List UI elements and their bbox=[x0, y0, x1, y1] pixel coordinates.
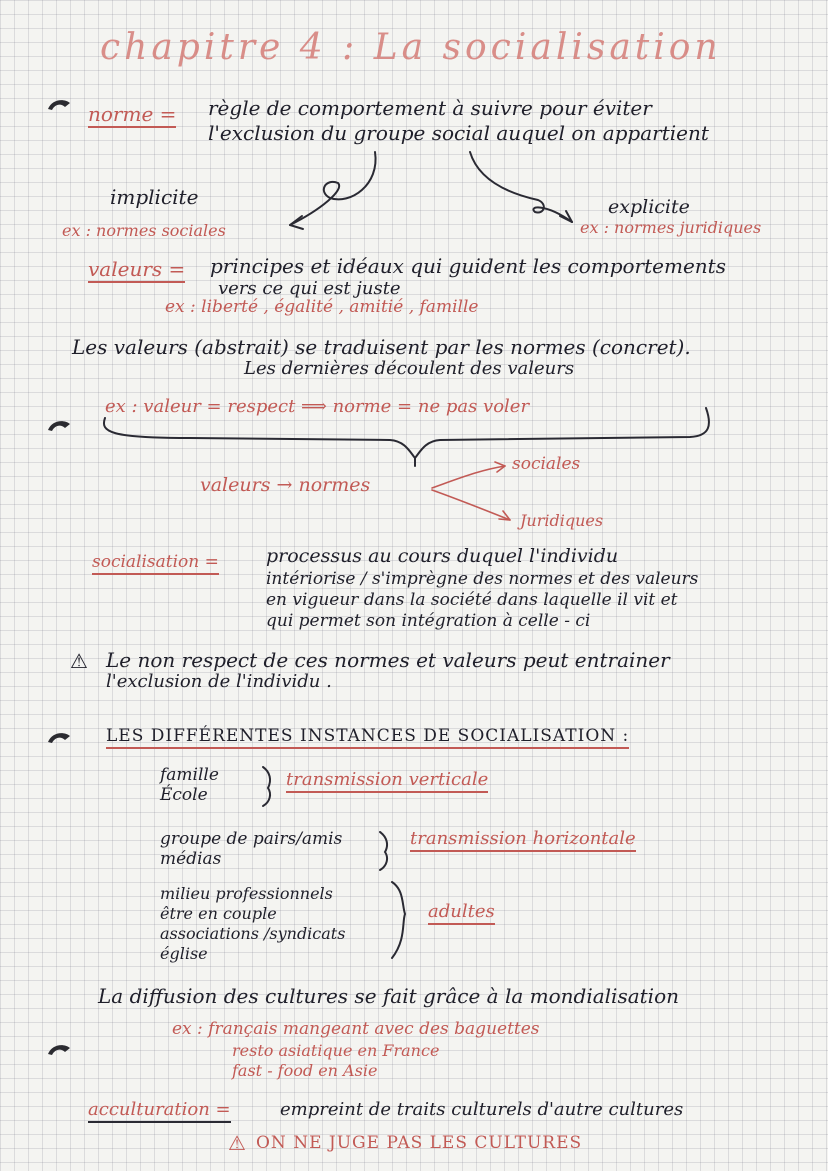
valeurs-normes-line-1: Les valeurs (abstrait) se traduisent par les normes (concret). bbox=[72, 335, 691, 359]
warning-icon: ⚠ bbox=[228, 1131, 246, 1155]
flow-branch-juridiques: Juridiques bbox=[520, 511, 604, 530]
valeurs-definition-line-1: principes et idéaux qui guident les comportements bbox=[210, 254, 726, 278]
instance-milieu-professionnels: milieu professionnels bbox=[160, 884, 333, 903]
norme-term: norme = bbox=[88, 102, 177, 126]
explicite-label: explicite bbox=[608, 196, 690, 218]
valeurs-definition-line-2: vers ce qui est juste bbox=[218, 278, 401, 299]
socialisation-definition-line-1: processus au cours duquel l'individu bbox=[266, 545, 619, 567]
socialisation-term: socialisation = bbox=[92, 553, 219, 575]
acculturation-term: acculturation = bbox=[88, 1100, 231, 1123]
socialisation-definition-line-4: qui permet son intégration à celle - ci bbox=[266, 611, 591, 631]
instances-heading: LES DIFFÉRENTES INSTANCES DE SOCIALISATION : bbox=[106, 727, 629, 749]
warning-icon: ⚠ bbox=[70, 649, 88, 673]
valeurs-term: valeurs = bbox=[88, 257, 186, 281]
instance-etre-en-couple: être en couple bbox=[160, 904, 277, 923]
norme-definition-line-2: l'exclusion du groupe social auquel on appartient bbox=[208, 121, 709, 145]
transmission-verticale-label: transmission verticale bbox=[286, 770, 488, 793]
culture-example-2: resto asiatique en France bbox=[232, 1041, 440, 1060]
diffusion-cultures-line: La diffusion des cultures se fait grâce à la mondialisation bbox=[98, 984, 679, 1008]
instance-groupe-de-pairs: groupe de pairs/amis bbox=[160, 829, 343, 849]
implicite-label: implicite bbox=[110, 185, 199, 209]
valeurs-example: ex : liberté , égalité , amitié , famille bbox=[165, 297, 479, 317]
valeur-norme-example: ex : valeur = respect ⟹ norme = ne pas voler bbox=[105, 396, 530, 417]
norme-definition-line-1: règle de comportement à suivre pour éviter bbox=[208, 96, 652, 120]
culture-example-1: ex : français mangeant avec des baguettes bbox=[172, 1019, 540, 1039]
warning-text-line-2: l'exclusion de l'individu . bbox=[106, 671, 332, 692]
socialisation-definition-line-2: intériorise / s'imprègne des normes et des valeurs bbox=[266, 569, 699, 589]
socialisation-definition-line-3: en vigueur dans la société dans laquelle il vit et bbox=[266, 590, 678, 610]
page-title: chapitre 4 : La socialisation bbox=[100, 27, 722, 68]
instance-famille: famille bbox=[160, 765, 219, 785]
instance-associations-syndicats: associations /syndicats bbox=[160, 924, 346, 943]
transmission-horizontale-label: transmission horizontale bbox=[410, 829, 636, 852]
instance-ecole: École bbox=[160, 785, 208, 805]
instance-eglise: église bbox=[160, 944, 208, 963]
final-warning-text: ON NE JUGE PAS LES CULTURES bbox=[256, 1133, 583, 1153]
implicite-example: ex : normes sociales bbox=[62, 221, 226, 240]
culture-example-3: fast - food en Asie bbox=[232, 1061, 378, 1080]
flow-branch-sociales: sociales bbox=[512, 454, 581, 474]
valeurs-normes-line-2: Les dernières découlent des valeurs bbox=[244, 358, 575, 379]
valeurs-normes-flow: valeurs → normes bbox=[200, 474, 371, 496]
explicite-example: ex : normes juridiques bbox=[580, 218, 762, 237]
instance-medias: médias bbox=[160, 849, 222, 869]
warning-text-line-1: Le non respect de ces normes et valeurs peut entrainer bbox=[106, 648, 670, 672]
adultes-label: adultes bbox=[428, 902, 495, 925]
acculturation-definition: empreint de traits culturels d'autre cultures bbox=[280, 1099, 684, 1120]
